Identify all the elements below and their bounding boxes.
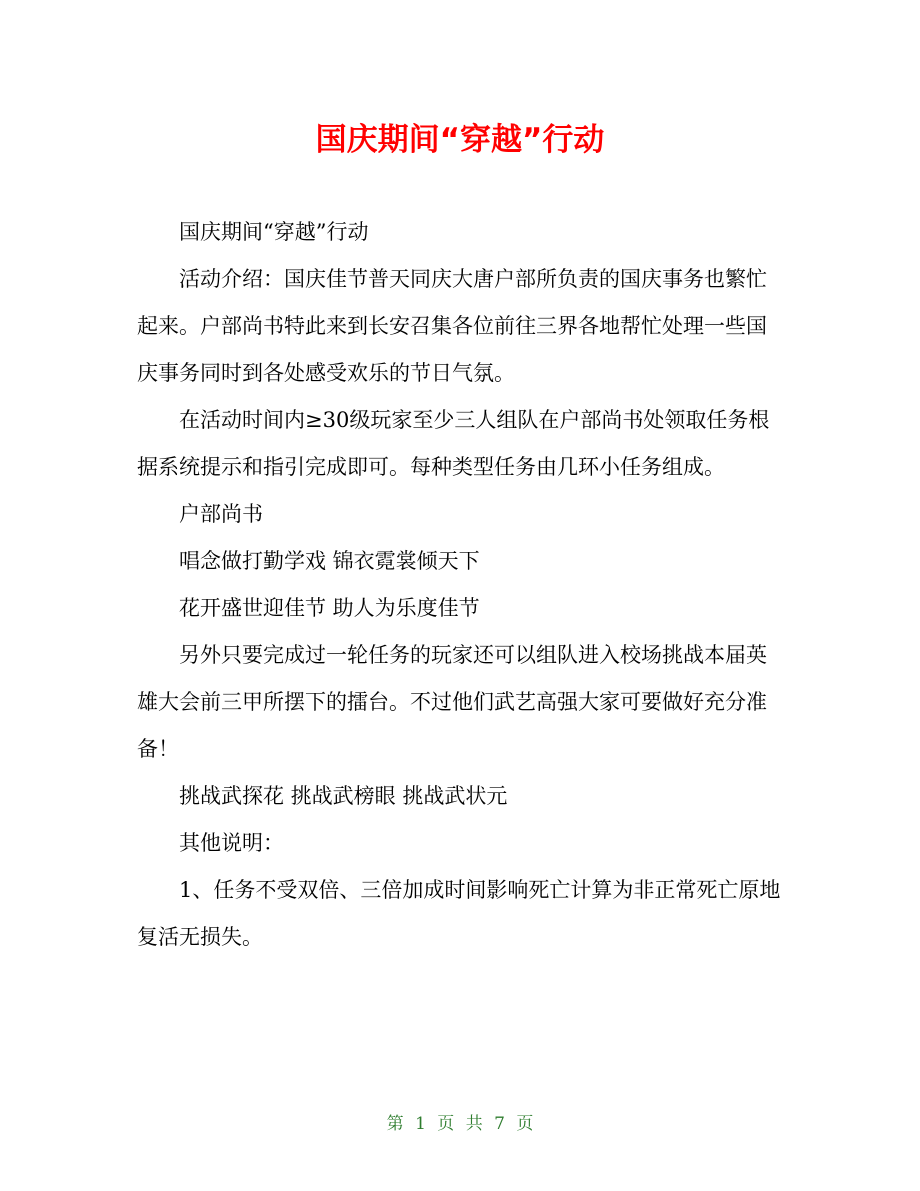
paragraph-challenges: 挑战武探花 挑战武榜眼 挑战武状元 (179, 784, 508, 808)
document-body (137, 209, 782, 961)
paragraph-npc: 户部尚书 (179, 502, 263, 526)
document-title: 国庆期间“穿越”行动 (315, 122, 605, 158)
paragraph-rules: 在活动时间内≥30级玩家至少三人组队在户部尚书处领取任务根据系统提示和指引完成即可。每种类型任务由几环小任务组成。 (137, 408, 770, 479)
paragraph-task-line-2: 花开盛世迎佳节 助人为乐度佳节 (179, 596, 480, 620)
paragraph-intro: 活动介绍：国庆佳节普天同庆大唐户部所负责的国庆事务也繁忙起来。户部尚书特此来到长安召集各位前往三界各地帮忙处理一些国庆事务同时到各处感受欢乐的节日气氛。 (137, 267, 767, 385)
paragraph-note-1: 1、任务不受双倍、三倍加成时间影响死亡计算为非正常死亡原地复活无损失。 (137, 878, 781, 949)
paragraph-subtitle: 国庆期间“穿越”行动 (179, 220, 369, 244)
paragraph-task-line-1: 唱念做打勤学戏 锦衣霓裳倾天下 (179, 549, 480, 573)
paragraph-challenge-intro: 另外只要完成过一轮任务的玩家还可以组队进入校场挑战本届英雄大会前三甲所摆下的擂台。不过他们武艺高强大家可要做好充分准备！ (137, 643, 767, 761)
page-number-footer: 第 1 页 共 7 页 (386, 1114, 534, 1134)
paragraph-notes-heading: 其他说明： (179, 831, 284, 855)
